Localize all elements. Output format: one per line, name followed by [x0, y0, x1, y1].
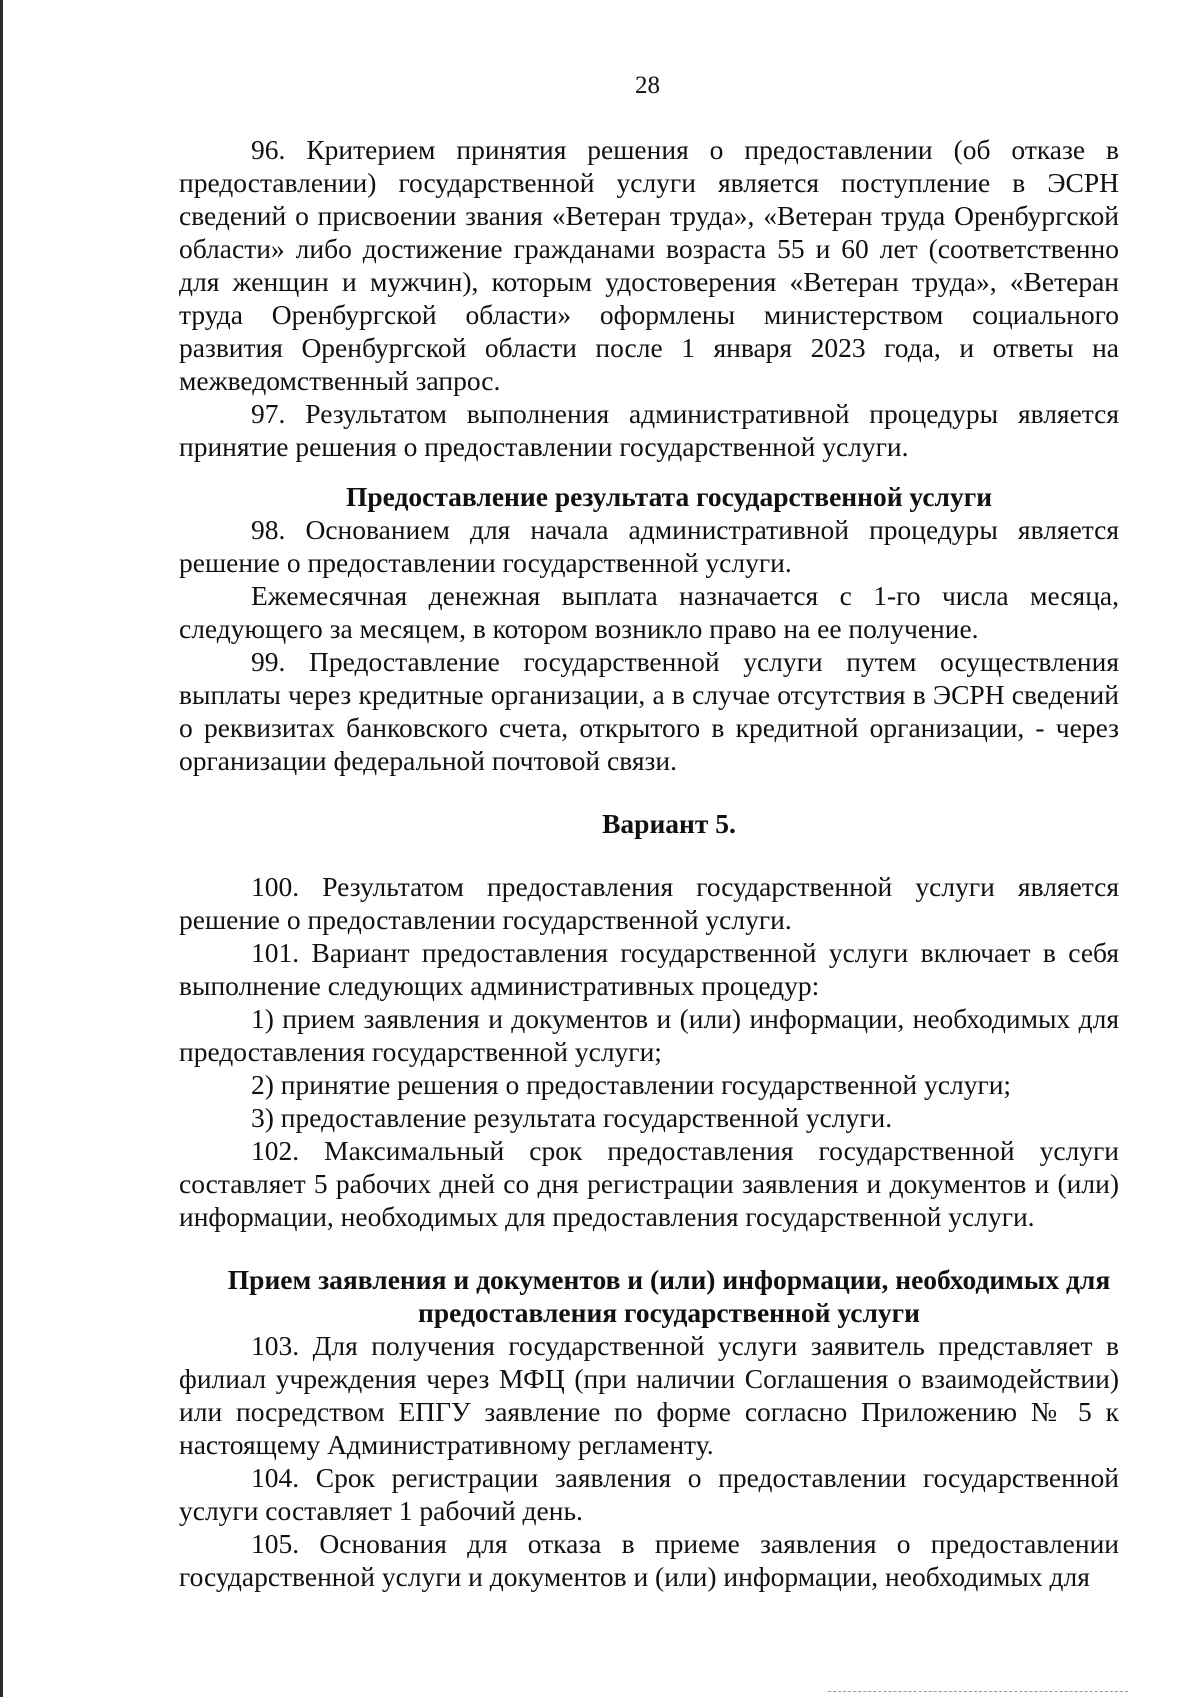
spacer: [179, 777, 1119, 807]
paragraph-102: 102. Максимальный срок предоставления государственной услуги составляет 5 рабочих дней со дня регистрации заявления и документов и (или) информации, необходимых для предоставления государственной услуги.: [179, 1135, 1119, 1232]
paragraph-100: 100. Результатом предоставления государственной услуги является решение о предоставлении государственной услуги.: [179, 871, 1119, 935]
paragraph-104: 104. Срок регистрации заявления о предоставлении государственной услуги составляет 1 рабочий день.: [179, 1462, 1119, 1526]
paragraph-105: 105. Основания для отказа в приеме заявления о предоставлении государственной услуги и документов и (или) информации, необходимых для: [179, 1528, 1119, 1592]
spacer: [179, 840, 1119, 870]
list-item-1: 1) прием заявления и документов и (или) информации, необходимых для предоставления государственной услуги;: [179, 1003, 1119, 1067]
paragraph-98: 98. Основанием для начала административной процедуры является решение о предоставлении государственной услуги.: [179, 514, 1119, 578]
paragraph-103: 103. Для получения государственной услуги заявитель представляет в филиал учреждения через МФЦ (при наличии Соглашения о взаимодействии) или посредством ЕПГУ заявление по форме согласно Приложению № 5 к настоящему Административному регламенту.: [179, 1330, 1119, 1460]
scan-artifact-line: [828, 1691, 1128, 1694]
section-heading-application: Прием заявления и документов и (или) информации, необходимых для предоставления государственной услуги: [227, 1264, 1111, 1328]
spacer: [179, 463, 1119, 480]
paragraph-97: 97. Результатом выполнения административной процедуры является принятие решения о предоставлении государственной услуги.: [179, 398, 1119, 462]
section-heading-result: Предоставление результата государственной услуги: [345, 481, 993, 512]
paragraph-99: 99. Предоставление государственной услуги путем осуществления выплаты через кредитные организации, а в случае отсутствия в ЭСРН сведений о реквизитах банковского счета, открытого в кредитной организации, - через организации федеральной почтовой связи.: [179, 646, 1119, 776]
paragraph-96: 96. Критерием принятия решения о предоставлении (об отказе в предоставлении) государственной услуги является поступление в ЭСРН сведений о присвоении звания «Ветеран труда», «Ветеран труда Оренбургской области» либо достижение гражданами возраста 55 и 60 лет (соответственно для женщин и мужчин), которым удостоверения «Ветеран труда», «Ветеран труда Оренбургской области» оформлены министерством социального развития Оренбургской области после 1 января 2023 года, и ответы на межведомственный запрос.: [179, 134, 1119, 396]
paragraph-monthly-payment: Ежемесячная денежная выплата назначается с 1-го числа месяца, следующего за месяцем, в котором возникло право на ее получение.: [179, 580, 1119, 644]
document-body: [179, 133, 1119, 1593]
list-item-2: 2) принятие решения о предоставлении государственной услуги;: [251, 1069, 1012, 1100]
scan-edge: [0, 0, 3, 1697]
spacer: [179, 1233, 1119, 1263]
section-heading-variant-5: Вариант 5.: [602, 808, 736, 839]
page-number: 28: [635, 72, 660, 99]
list-item-3: 3) предоставление результата государственной услуги.: [251, 1102, 893, 1133]
paragraph-101: 101. Вариант предоставления государственной услуги включает в себя выполнение следующих административных процедур:: [179, 937, 1119, 1001]
